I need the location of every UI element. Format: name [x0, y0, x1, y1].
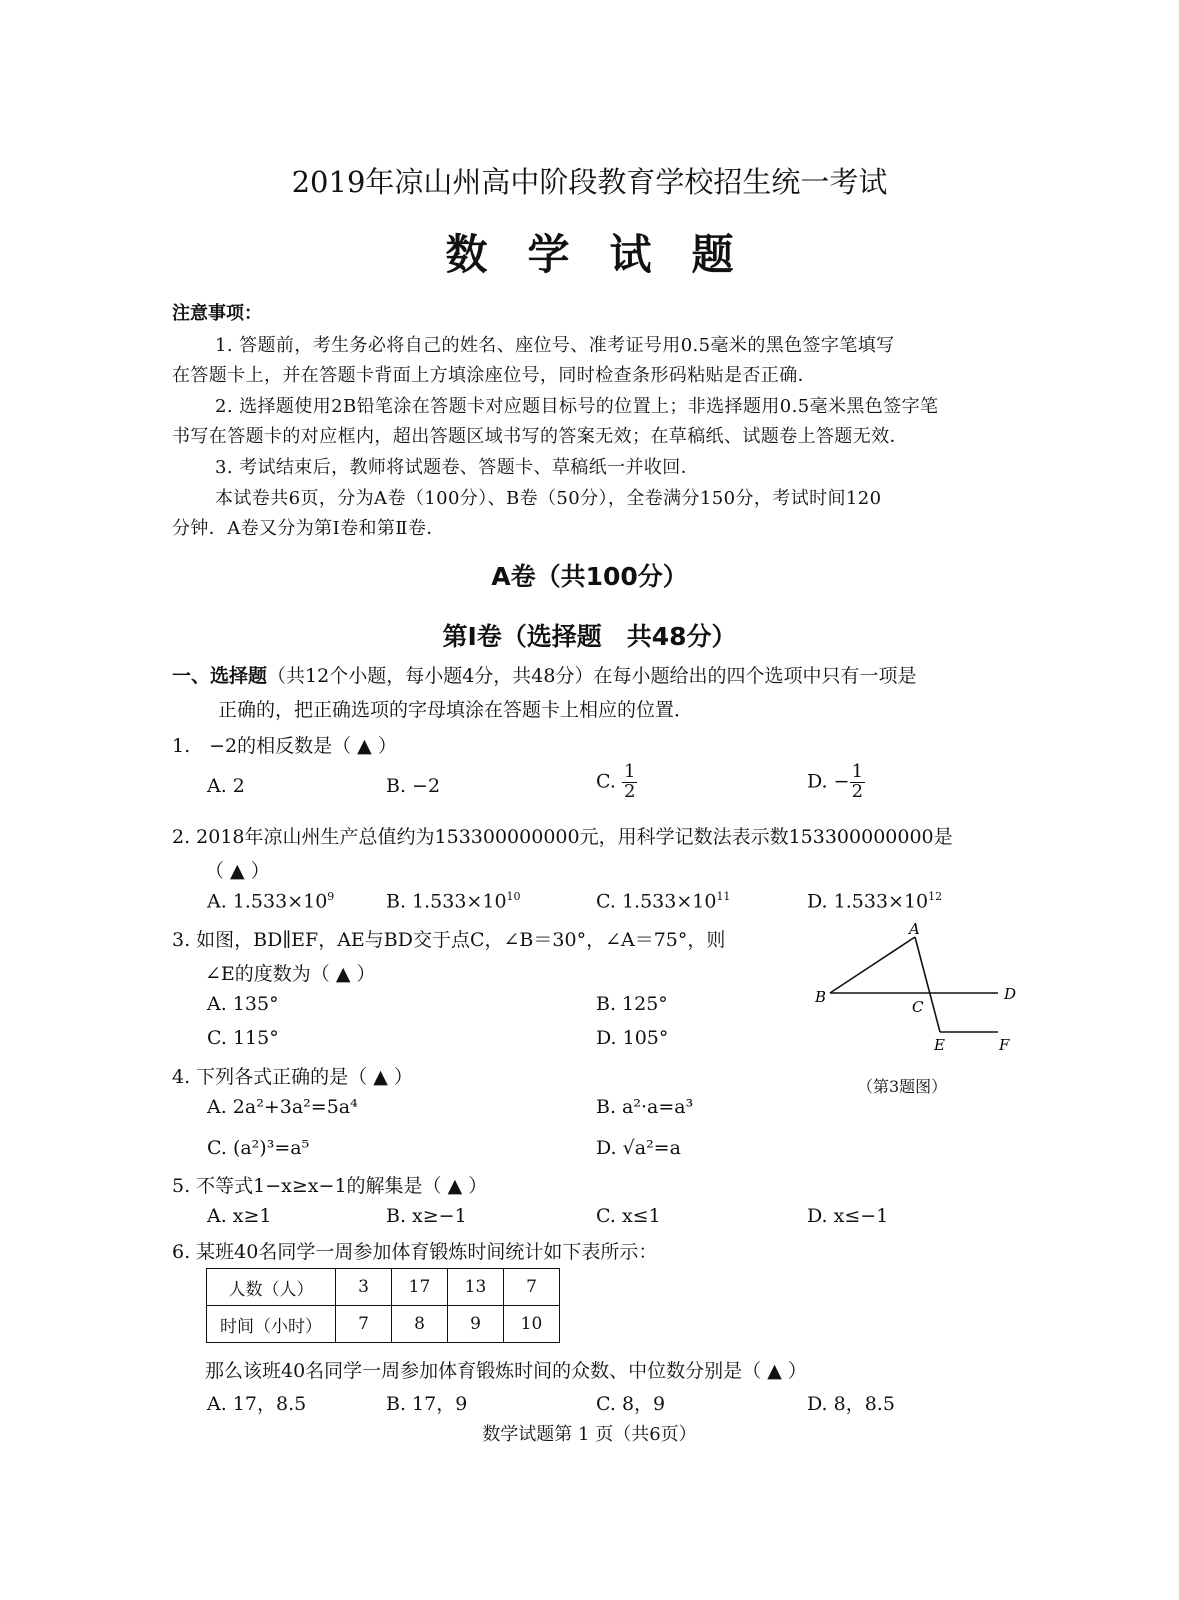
label-e: E [934, 1036, 945, 1054]
notice-line: 1. 答题前，考生务必将自己的姓名、座位号、准考证号用0.5毫米的黑色签字笔填写 [215, 335, 895, 356]
q2-c-exponent: 11 [716, 890, 731, 903]
q3-option-b: B. 125° [596, 993, 668, 1015]
instruction [172, 661, 916, 688]
q1-option-d [807, 763, 865, 802]
q5-stem: 5. 不等式1−x≥x−1的解集是（ ▲ ） [172, 1175, 488, 1197]
q6-option-b: B. 17，9 [386, 1393, 468, 1415]
table-cell: 7 [504, 1269, 560, 1306]
q3-option-c: C. 115° [207, 1027, 279, 1049]
q5-option-c: C. x≤1 [596, 1205, 661, 1227]
q1-option-b: B. −2 [386, 775, 441, 797]
q2-option-c [596, 890, 730, 912]
table-row [207, 1269, 560, 1306]
q3-option-a: A. 135° [207, 993, 279, 1015]
q3-figure [800, 915, 1040, 1065]
notice-line: 3. 考试结束后，教师将试题卷、答题卡、草稿纸一并收回． [215, 457, 700, 478]
q2-c-text: C. 1.533×10 [596, 890, 717, 913]
q2-paren: （ ▲ ） [205, 860, 270, 882]
q2-option-a [207, 890, 334, 912]
notice-heading: 注意事项： [172, 303, 262, 324]
q4-stem: 4. 下列各式正确的是（ ▲ ） [172, 1066, 413, 1088]
row-header: 时间（小时） [207, 1306, 336, 1343]
table-cell: 7 [336, 1306, 392, 1343]
q5-option-a: A. x≥1 [207, 1205, 272, 1227]
q2-option-b [386, 890, 521, 912]
q6-option-c: C. 8，9 [596, 1393, 666, 1415]
notice-line: 书写在答题卡的对应框内，超出答题区域书写的答案无效；在草稿纸、试题卷上答题无效． [172, 426, 908, 447]
q1-d-fraction [850, 763, 865, 802]
instruction-label: 一、选择题 [172, 665, 268, 687]
q5-option-b: B. x≥−1 [386, 1205, 467, 1227]
line-ab [830, 937, 915, 993]
q2-d-text: D. 1.533×10 [807, 890, 929, 913]
q1-option-a: A. 2 [207, 775, 245, 797]
instruction-line-2: 正确的，把正确选项的字母填涂在答题卡上相应的位置． [218, 699, 694, 721]
table-cell: 13 [448, 1269, 504, 1306]
q6-table [206, 1268, 560, 1343]
q2-b-exponent: 10 [506, 890, 521, 903]
q4-option-d: D. √a²=a [596, 1137, 681, 1159]
exam-title: 2019年凉山州高中阶段教育学校招生统一考试 [291, 165, 888, 199]
label-c: C [912, 998, 924, 1016]
label-d: D [1004, 985, 1017, 1003]
label-f: F [999, 1036, 1010, 1054]
notice-line: 本试卷共6页，分为A卷（100分）、B卷（50分），全卷满分150分，考试时间120 [215, 488, 882, 509]
q1-c-label: C. [596, 770, 616, 793]
notice-line: 在答题卡上，并在答题卡背面上方填涂座位号，同时检查条形码粘贴是否正确． [172, 365, 816, 386]
q2-a-exponent: 9 [327, 890, 335, 903]
q3-option-d: D. 105° [596, 1027, 669, 1049]
q3-stem: 3. 如图，BD∥EF，AE与BD交于点C，∠B＝30°，∠A＝75°，则 [172, 929, 726, 951]
q4-option-c: C. (a²)³=a⁵ [207, 1137, 310, 1159]
q1-d-label: D. − [807, 770, 850, 793]
q1-d-denominator: 2 [851, 780, 864, 802]
row-header: 人数（人） [207, 1269, 336, 1306]
label-a: A [909, 920, 920, 938]
table-cell: 8 [392, 1306, 448, 1343]
q1-c-numerator: 1 [623, 761, 636, 782]
q1-stem: 1. −2的相反数是（ ▲ ） [172, 735, 397, 757]
page-footer: 数学试题第 1 页（共6页） [482, 1424, 697, 1445]
label-b: B [815, 988, 827, 1006]
subject-title: 数学试题 [445, 230, 774, 279]
q5-option-d: D. x≤−1 [807, 1205, 889, 1227]
q6-option-a: A. 17，8.5 [207, 1393, 307, 1415]
q4-option-a: A. 2a²+3a²=5a⁴ [207, 1096, 358, 1118]
notice-line: 分钟．A卷又分为第Ⅰ卷和第Ⅱ卷． [172, 518, 445, 539]
q6-question: 那么该班40名同学一周参加体育锻炼时间的众数、中位数分别是（ ▲ ） [205, 1360, 807, 1382]
q1-c-fraction [622, 763, 637, 802]
q6-option-d: D. 8，8.5 [807, 1393, 895, 1415]
q6-stem: 6. 某班40名同学一周参加体育锻炼时间统计如下表所示： [172, 1241, 658, 1263]
notice-line: 2. 选择题使用2B铅笔涂在答题卡对应题目标号的位置上；非选择题用0.5毫米黑色签字笔 [215, 396, 939, 417]
table-cell: 17 [392, 1269, 448, 1306]
instruction-text: （共12个小题，每小题4分，共48分）在每小题给出的四个选项中只有一项是 [267, 665, 917, 687]
q3-stem-2: ∠E的度数为（ ▲ ） [205, 963, 376, 985]
part-1-title: 第Ⅰ卷（选择题 共48分） [442, 622, 737, 651]
q4-option-b: B. a²·a=a³ [596, 1096, 694, 1118]
q1-c-denominator: 2 [623, 780, 636, 802]
q2-option-d [807, 890, 942, 912]
q1-option-c [596, 763, 637, 802]
q1-d-numerator: 1 [851, 761, 864, 782]
table-cell: 10 [504, 1306, 560, 1343]
q2-a-text: A. 1.533×10 [207, 890, 328, 913]
q2-d-exponent: 12 [928, 890, 943, 903]
section-a-title: A卷（共100分） [491, 562, 688, 591]
table-cell: 9 [448, 1306, 504, 1343]
q2-b-text: B. 1.533×10 [386, 890, 507, 913]
q3-figure-caption: （第3题图） [857, 1077, 948, 1096]
table-row [207, 1306, 560, 1343]
q2-stem: 2. 2018年凉山州生产总值约为153300000000元，用科学记数法表示数153300000000是 [172, 826, 953, 848]
table-cell: 3 [336, 1269, 392, 1306]
line-ae [915, 937, 940, 1032]
